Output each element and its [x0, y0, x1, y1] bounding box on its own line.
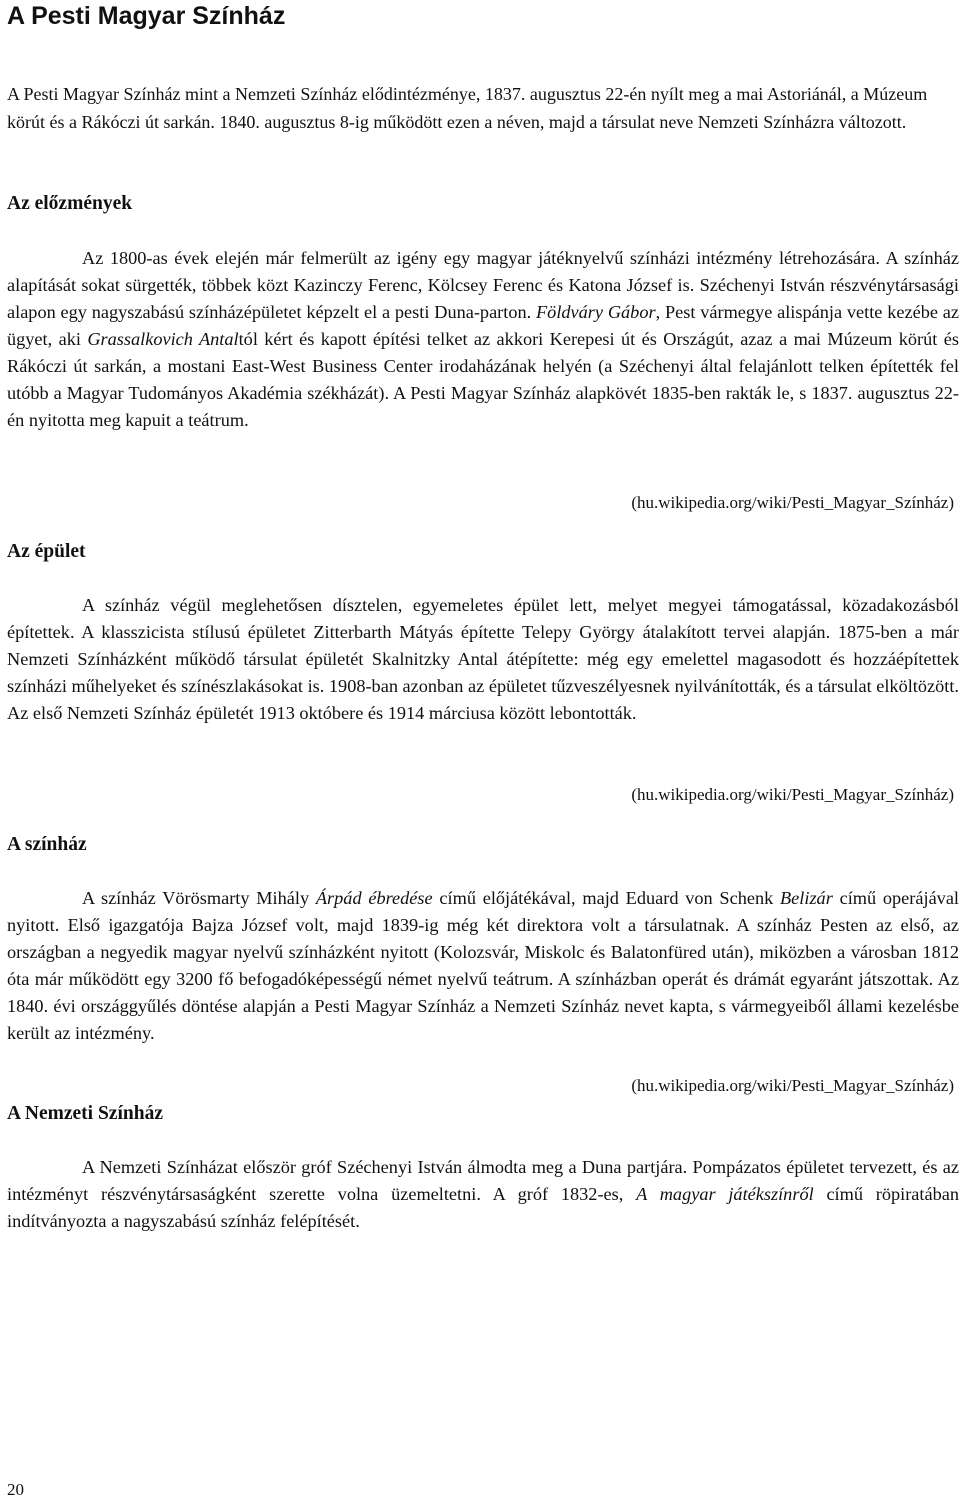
- source-citation: (hu.wikipedia.org/wiki/Pesti_Magyar_Színház): [631, 1076, 954, 1095]
- section-heading-szinhaz: A színház: [7, 834, 87, 855]
- italic-title: A magyar játékszínről: [636, 1184, 814, 1204]
- section-paragraph-szinhaz: [7, 885, 959, 1047]
- section-heading-nemzeti-szinhaz: A Nemzeti Színház: [7, 1103, 163, 1124]
- text-run: , Pest vármegye alispánja vette kezébe az ügyet, aki: [7, 302, 959, 349]
- italic-title: Árpád ébredése: [315, 888, 433, 908]
- text-run: című előjátékával, majd Eduard von Schenk: [432, 888, 780, 908]
- text-run: A Nemzeti Színházat először gróf Széchenyi István álmodta meg a Duna partjára. Pompázatos épületet tervezett, és az intézményt részvénytársaságként szerette volna üzemeltetni. A gróf 1832-es,: [7, 1157, 959, 1204]
- source-citation: (hu.wikipedia.org/wiki/Pesti_Magyar_Színház): [631, 493, 954, 512]
- section-heading-epulet: Az épület: [7, 541, 86, 562]
- text-run: A színház Vörösmarty Mihály: [82, 888, 316, 908]
- source-citation: (hu.wikipedia.org/wiki/Pesti_Magyar_Színház): [631, 785, 954, 804]
- text-run: Az 1800-as évek elején már felmerült az igény egy magyar játéknyelvű színházi intézmény létrehozására. A színház alapítását sokat sürgették, többek közt Kazinczy Ferenc, Kölcsey Ferenc és Katona József is. Széchenyi István részvénytársasági alapon egy nagyszabású színházépületet képzelt el a pesti Duna-parton.: [7, 248, 959, 322]
- section-paragraph-nemzeti-szinhaz: [7, 1154, 959, 1235]
- page-title: A Pesti Magyar Színház: [7, 2, 286, 30]
- section-heading-elozmenyek: Az előzmények: [7, 193, 133, 214]
- italic-title: Belizár: [780, 888, 833, 908]
- italic-name: Grassalkovich Antal: [87, 329, 239, 349]
- section-paragraph-elozmenyek: [7, 245, 959, 434]
- text-run: című operájával nyitott. Első igazgatója Bajza József volt, majd 1839-ig még két direktora volt a társulatnak. A színház Pesten az első, az országban a negyedik magyar nyelvű színházként nyitott (Kolozsvár, Miskolc és Balatonfüred után), miközben a városban 1812 óta már működött egy 3200 fő befogadóképességű német nyelvű teátrum. A színházban operát és drámát egyaránt játszottak. Az 1840. évi országgyűlés döntése alapján a Pesti Magyar Színház a Nemzeti Színház nevet kapta, s vármegyeiből állami kezelésbe került az intézmény.: [7, 888, 960, 1043]
- text-run: tól kért és kapott építési telket az akkori Kerepesi út és Országút, azaz a mai Múzeum körút és Rákóczi út sarkán, a mostani East-West Business Center irodaházának helyén (a Széchenyi által felajánlott telken építették fel utóbb a Magyar Tudományos Akadémia székházát). A Pesti Magyar Színház alapkövét 1835-ben rakták le, s 1837. augusztus 22-én nyitotta meg kapuit a teátrum.: [7, 329, 959, 430]
- text-run: című röpiratában indítványozta a nagyszabású színház felépítését.: [7, 1184, 960, 1231]
- page-number: 20: [7, 1480, 24, 1499]
- intro-paragraph: A Pesti Magyar Színház mint a Nemzeti Színház elődintézménye, 1837. augusztus 22-én nyílt meg a mai Astoriánál, a Múzeum körút és a Rákóczi út sarkán. 1840. augusztus 8-ig működött ezen a néven, majd a társulat neve Nemzeti Színházra változott.: [7, 84, 928, 132]
- italic-name: Földváry Gábor: [536, 302, 656, 322]
- section-paragraph-epulet: A színház végül meglehetősen dísztelen, egyemeletes épület lett, melyet megyei támogatással, közadakozásból építettek. A klasszicista stílusú épületet Zitterbarth Mátyás építette Telepy György átalakított tervei alapján. 1875-ben a már Nemzeti Színházként működő társulat épületét Skalnitzky Antal átépítette: még egy emelettel magasodott és hozzáépítettek színházi műhelyeket és színészlakásokat is. 1908-ban azonban az épületet tűzveszélyesnek nyilvánították, és a társulat elköltözött. Az első Nemzeti Színház épületét 1913 októbere és 1914 márciusa között lebontották.: [7, 595, 959, 723]
